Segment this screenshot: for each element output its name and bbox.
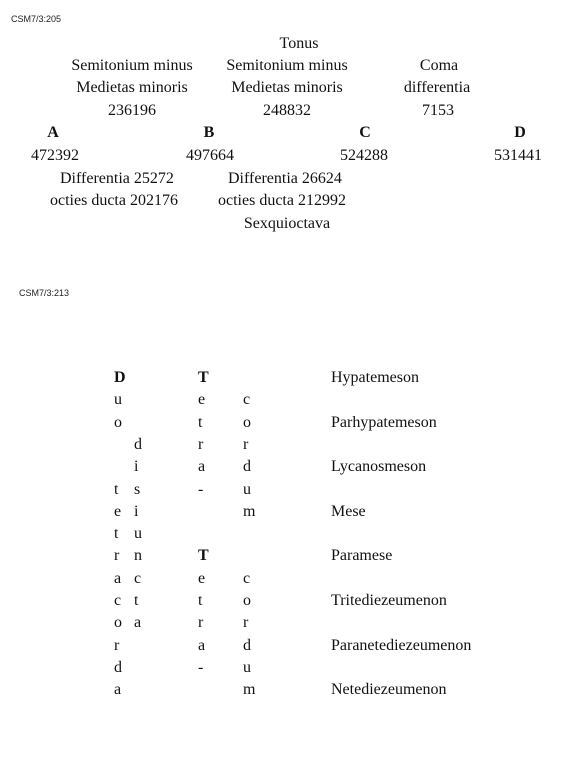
tetrachord-letter: a [114, 569, 122, 587]
value-1: 236196 [108, 102, 156, 119]
tetrachord-letter: - [198, 480, 204, 498]
note-label: Paramese [331, 547, 393, 565]
note-label: Netediezeumenon [331, 681, 447, 699]
tetrachord-letter: - [198, 658, 204, 676]
note-a: A [47, 124, 59, 141]
tetrachord-letter: a [198, 458, 206, 476]
tetrachord-letter: a [114, 681, 122, 699]
value-3: 7153 [422, 102, 454, 119]
tetrachord-letter: u [114, 391, 122, 409]
note-label: Paranetediezeumenon [331, 636, 472, 654]
caption-2: CSM7/3:213 [19, 288, 70, 298]
note-label: Hypatemeson [331, 369, 419, 386]
tetrachord-letter: n [134, 547, 142, 565]
note-c: C [359, 124, 371, 141]
tetrachord-letter: r [198, 435, 204, 453]
tetrachord-letter: D [114, 369, 126, 386]
tonus-label: Tonus [279, 35, 319, 52]
tetrachord-letter: r [114, 636, 120, 654]
tetrachord-letter: r [243, 614, 249, 632]
tetrachord-letter: t [198, 413, 203, 431]
tetrachord-letter: u [243, 658, 251, 676]
tetrachord-letter: c [243, 391, 251, 409]
tetrachord-letter: r [198, 614, 204, 632]
tetrachord-letter: c [243, 569, 251, 587]
note-b: B [203, 124, 215, 141]
tetrachord-letter: c [134, 569, 142, 587]
tetrachord-letter: d [243, 636, 251, 654]
note-label: Tritediezeumenon [331, 592, 447, 609]
tetrachord-letter: d [243, 458, 251, 476]
tetrachord-letter: a [198, 636, 206, 654]
tetrachord-letter: i [134, 458, 139, 476]
tetrachord-letter: i [134, 502, 139, 520]
sexquioctava-label: Sexquioctava [243, 215, 331, 232]
tetrachord-letter: a [134, 614, 142, 632]
number-d: 531441 [494, 147, 542, 164]
medietas-label-1: Medietas minoris [76, 79, 188, 96]
note-label: Mese [331, 502, 366, 520]
tetrachord-letter: t [114, 525, 119, 543]
tetrachord-letter: u [134, 525, 142, 543]
tetrachord-letter: s [134, 480, 141, 498]
octies-right: octies ducta 212992 [218, 192, 346, 209]
tetrachord-letter: r [243, 435, 249, 453]
coma-label: Coma [419, 57, 459, 74]
number-c: 524288 [340, 147, 388, 164]
tetrachord-letter: r [114, 547, 120, 565]
note-label: Lycanosmeson [331, 458, 427, 476]
tetrachord-letter: o [243, 592, 251, 609]
value-2: 248832 [263, 102, 311, 119]
tetrachord-letter: t [198, 592, 203, 609]
semitonium-label-2: Semitonium minus [226, 57, 348, 74]
differentia-right: Differentia 26624 [228, 170, 342, 187]
tetrachord-letter: t [114, 480, 119, 498]
semitonium-label-1: Semitonium minus [71, 57, 193, 74]
medietas-label-2: Medietas minoris [231, 79, 343, 96]
tetrachord-letter: o [114, 614, 122, 632]
differentia-label: differentia [403, 79, 471, 96]
tetrachord-letter: t [134, 592, 139, 609]
octies-left: octies ducta 202176 [50, 192, 178, 209]
tetrachord-letter: T [198, 547, 209, 565]
tetrachord-letter: d [134, 435, 142, 453]
caption-1: CSM7/3:205 [11, 14, 62, 24]
tetrachord-letter: e [198, 569, 206, 587]
tetrachord-letter: T [198, 369, 209, 386]
tetrachord-letter: m [243, 681, 256, 699]
number-b: 497664 [186, 147, 234, 164]
tetrachord-letter: o [114, 413, 122, 431]
tetrachord-letter: e [198, 391, 206, 409]
tetrachord-letter: e [114, 502, 122, 520]
note-label: Parhypatemeson [331, 413, 437, 431]
number-a: 472392 [31, 147, 79, 164]
note-d: D [514, 124, 526, 141]
tetrachord-letter: u [243, 480, 251, 498]
tetrachord-letter: c [114, 592, 122, 609]
differentia-left: Differentia 25272 [60, 170, 174, 187]
tetrachord-letter: m [243, 502, 256, 520]
tetrachord-letter: o [243, 413, 251, 431]
tetrachord-letter: d [114, 658, 122, 676]
